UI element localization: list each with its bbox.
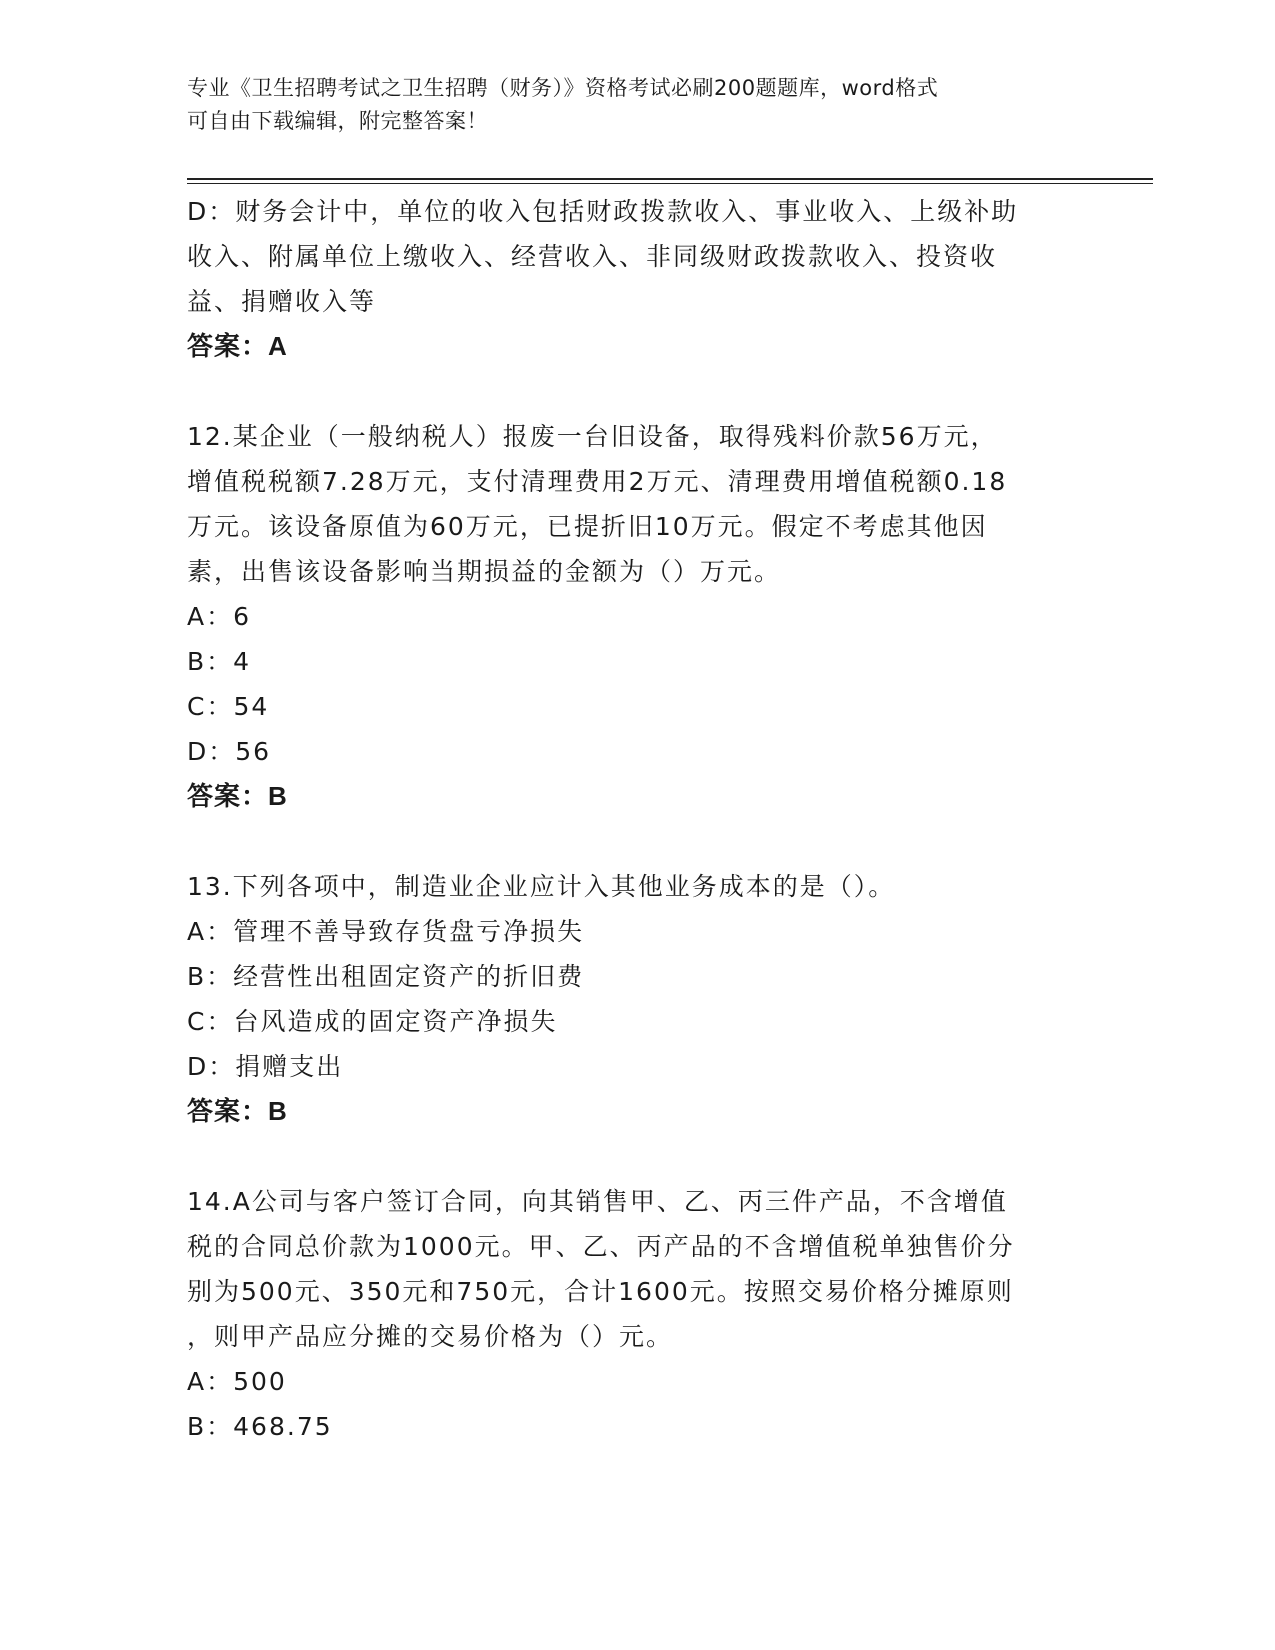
header-title-line-2: 可自由下载编辑，附完整答案！ — [187, 109, 488, 133]
q12-option-c: C：54 — [187, 692, 270, 721]
q13-option-c: C：台风造成的固定资产净损失 — [187, 1007, 558, 1036]
q11-answer: 答案：A — [187, 331, 288, 361]
page-header — [187, 72, 1087, 138]
question-14 — [187, 1179, 1087, 1449]
q12-stem-line-1: 12.某企业（一般纳税人）报废一台旧设备，取得残料价款56万元， — [187, 422, 998, 451]
q13-answer: 答案：B — [187, 1096, 288, 1126]
header-divider-thick — [187, 178, 1153, 180]
q12-stem-line-4: 素，出售该设备影响当期损益的金额为（）万元。 — [187, 557, 782, 586]
q13-option-d: D：捐赠支出 — [187, 1052, 344, 1081]
q12-option-b: B：4 — [187, 647, 252, 676]
q13-option-b: B：经营性出租固定资产的折旧费 — [187, 962, 585, 991]
q11-option-d-line-2: 收入、附属单位上缴收入、经营收入、非同级财政拨款收入、投资收 — [187, 242, 998, 271]
header-title-line-1: 专业《卫生招聘考试之卫生招聘（财务）》资格考试必刷200题题库，word格式 — [187, 76, 939, 100]
q14-stem-line-1: 14.A公司与客户签订合同，向其销售甲、乙、丙三件产品，不含增值 — [187, 1187, 1008, 1216]
q14-option-a: A：500 — [187, 1367, 287, 1396]
header-divider-thin — [187, 183, 1153, 184]
question-content — [187, 189, 1087, 1449]
spacer — [187, 819, 1087, 864]
q12-answer: 答案：B — [187, 781, 288, 811]
q12-stem-line-3: 万元。该设备原值为60万元，已提折旧10万元。假定不考虑其他因 — [187, 512, 988, 541]
q13-option-a: A：管理不善导致存货盘亏净损失 — [187, 917, 585, 946]
q11-option-d-line-3: 益、捐赠收入等 — [187, 287, 377, 316]
question-11-continued — [187, 189, 1087, 369]
q12-option-d: D：56 — [187, 737, 272, 766]
q13-stem-line-1: 13.下列各项中，制造业企业应计入其他业务成本的是（）。 — [187, 872, 896, 901]
q14-stem-line-2: 税的合同总价款为1000元。甲、乙、丙产品的不含增值税单独售价分 — [187, 1232, 1015, 1261]
q14-stem-line-4: ，则甲产品应分摊的交易价格为（）元。 — [187, 1322, 674, 1351]
q11-option-d-line-1: D：财务会计中，单位的收入包括财政拨款收入、事业收入、上级补助 — [187, 197, 1019, 226]
q14-option-b: B：468.75 — [187, 1412, 333, 1441]
spacer — [187, 1134, 1087, 1179]
question-12 — [187, 414, 1087, 819]
q14-stem-line-3: 别为500元、350元和750元，合计1600元。按照交易价格分摊原则 — [187, 1277, 1014, 1306]
spacer — [187, 369, 1087, 414]
q12-option-a: A：6 — [187, 602, 252, 631]
question-13 — [187, 864, 1087, 1134]
q12-stem-line-2: 增值税税额7.28万元，支付清理费用2万元、清理费用增值税额0.18 — [187, 467, 1008, 496]
